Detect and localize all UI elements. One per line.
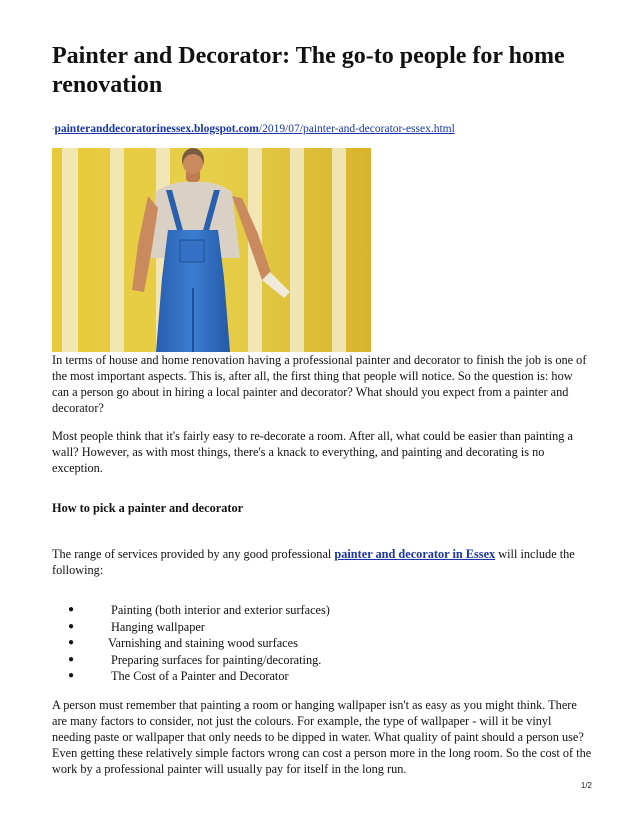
painter-illustration <box>52 148 371 352</box>
source-path: /2019/07/painter-and-decorator-essex.html <box>258 123 455 135</box>
bullet-icon: ● <box>68 637 75 648</box>
source-prefix: " <box>52 128 55 134</box>
services-intro-after: will include the following: <box>52 547 575 577</box>
essex-painter-link[interactable]: painter and decorator in Essex <box>334 547 496 561</box>
bullet-icon: ● <box>68 670 75 681</box>
section-heading: How to pick a painter and decorator <box>52 501 244 515</box>
article-title: Painter and Decorator: The go-to people for home renovation <box>52 43 565 98</box>
bullet-icon: ● <box>68 653 75 665</box>
list-item-text: The Cost of a Painter and Decorator <box>111 669 289 683</box>
list-item-text: Hanging wallpaper <box>111 619 205 634</box>
list-item-text: Painting (both interior and exterior surfaces) <box>111 603 330 617</box>
bullet-icon: ● <box>68 620 75 632</box>
source-link[interactable] <box>54 123 454 135</box>
source-domain: painteranddecoratorinessex.blogspot.com <box>54 123 259 135</box>
bullet-icon: ● <box>68 604 75 615</box>
intro-paragraph: In terms of house and home renovation having a professional painter and decorator to finish the job is one of the most important aspects. This is, after all, the first thing that people will notice. So the question is: how can a person go about in hiring a local painter and decorator? What should you expect from a painter and decorator? <box>52 353 587 415</box>
source-url <box>52 122 455 138</box>
second-paragraph: Most people think that it's fairly easy to re-decorate a room. After all, what could be easier than painting a wall? However, as with most things, there's a knack to everything, and painting and decorating is no exception. <box>52 429 573 475</box>
page-number: 1/2 <box>580 781 592 790</box>
services-intro-before: The range of services provided by any good professional <box>52 547 335 561</box>
closing-paragraph: A person must remember that painting a room or hanging wallpaper isn't as easy as you might think. There are many factors to consider, not just the colours. For example, the type of wallpaper - will it be vinyl needing paste or wallpaper that only needs to be dipped in water. What quality of paint should a person use? Even getting these relatively simple factors wrong can cost a person more in the long room. So the cost of the work by a professional painter will usually pay for itself in the long run. <box>52 698 592 776</box>
list-item-text: Preparing surfaces for painting/decorating. <box>111 652 322 667</box>
painter-photo <box>52 148 371 352</box>
list-item-text: Varnishing and staining wood surfaces <box>108 636 298 650</box>
services-intro <box>52 546 592 578</box>
